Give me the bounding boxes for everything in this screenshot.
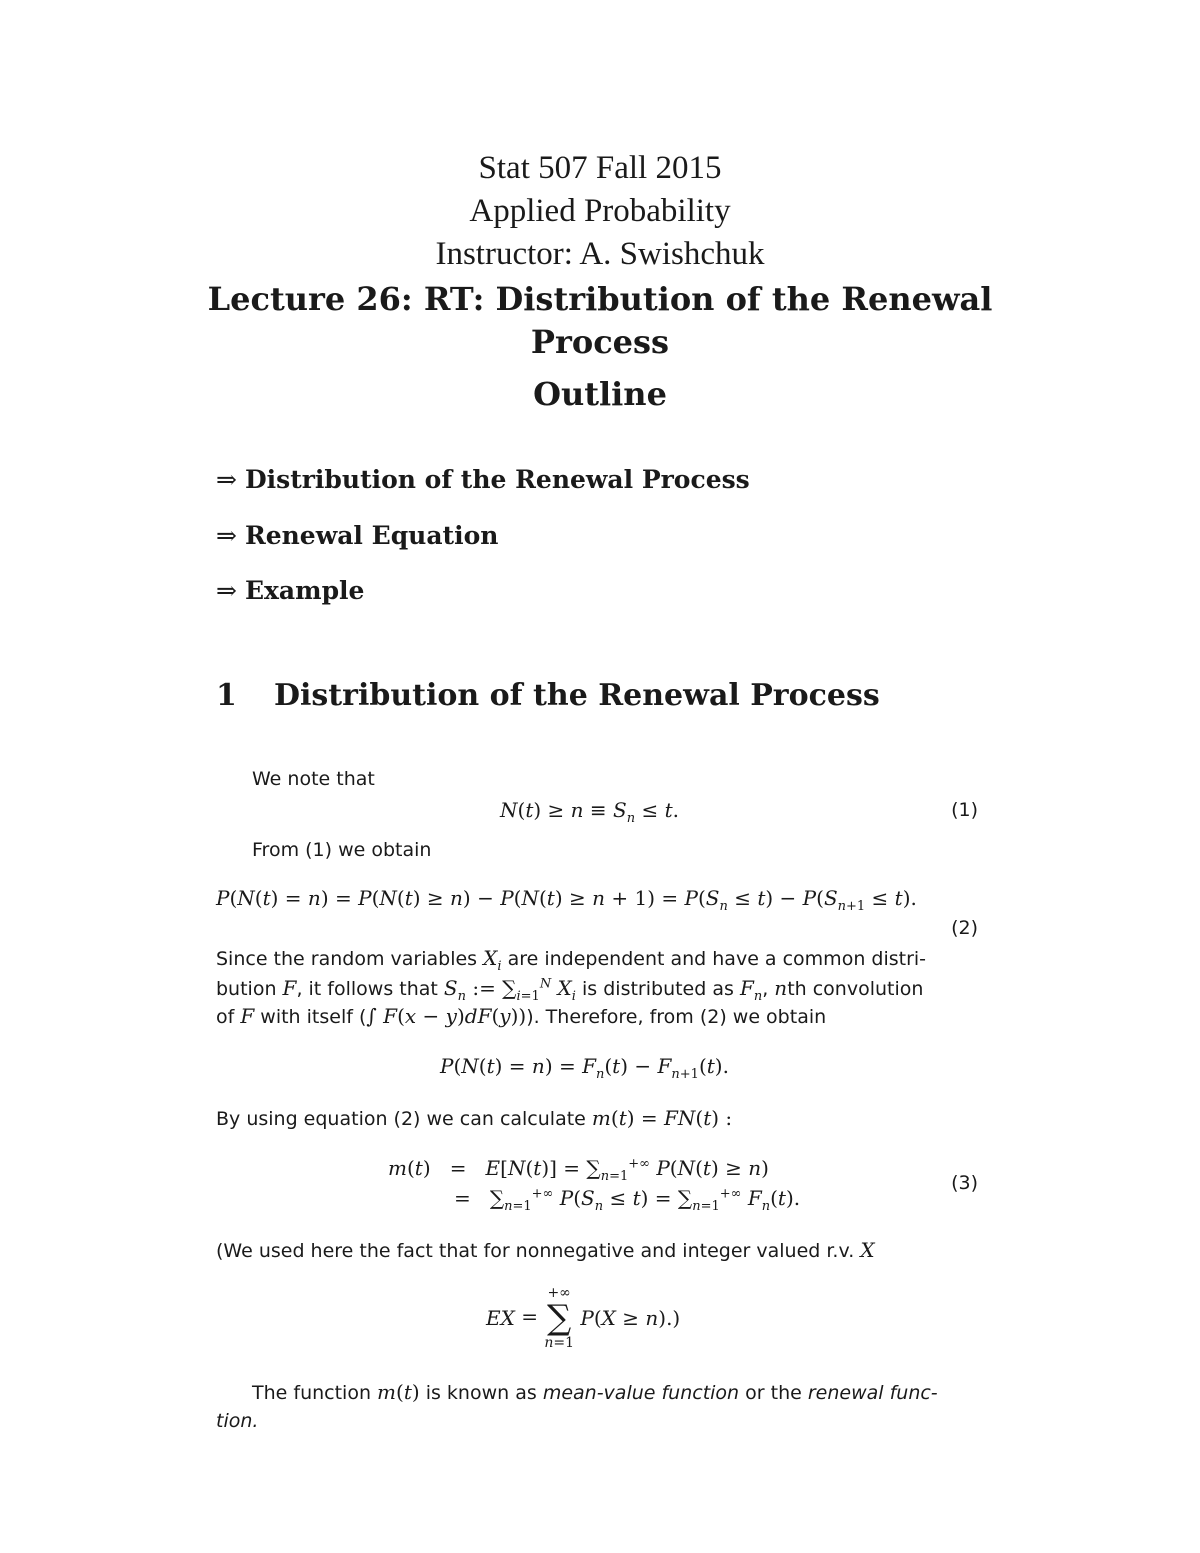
- paragraph-function-line1: The function m(t) is known as mean-value function or the renewal func-: [252, 1380, 938, 1404]
- subject-title: Applied Probability: [469, 193, 731, 229]
- paragraph-we-used: (We used here the fact that for nonnegative and integer valued r.v. X: [216, 1238, 875, 1262]
- lecture-title-line2: Process: [530, 323, 670, 361]
- equation-number-3: (3): [951, 1172, 978, 1194]
- implies-arrow-icon: ⇒: [216, 521, 237, 550]
- equation-number-1: (1): [951, 799, 978, 821]
- outline-item-example: ⇒ Example: [216, 576, 365, 605]
- course-title: Stat 507 Fall 2015: [478, 150, 722, 186]
- equation-2: $P(N(t) = n) = P(N(t) \ge n) - P(N(t) \ge n + 1) = P(S_n \le t) - P(S_{n+1} \le t)$.: [216, 886, 917, 914]
- paragraph-function-line2: tion.: [216, 1410, 259, 1432]
- section-number: 1: [216, 678, 237, 713]
- section-heading: [216, 678, 880, 713]
- outline-item-renewal-equation: ⇒ Renewal Equation: [216, 521, 499, 550]
- paragraph-from1: From (1) we obtain: [252, 839, 432, 861]
- instructor-line: Instructor: A. Swishchuk: [435, 236, 765, 272]
- paragraph-since-line3: of F with itself (∫ F(x − y)dF(y))). Therefore, from (2) we obtain: [216, 1004, 827, 1028]
- implies-arrow-icon: ⇒: [216, 576, 237, 605]
- equation-3-line1: $m(t) = E[N(t)] = \sum_{n=1}^{+\infty}$ P(N(t) ≥ n): [388, 1156, 769, 1184]
- paragraph-since-line1: Since the random variables $X_i$ are independent and have a common distri-: [216, 946, 927, 974]
- equation-number-2: (2): [951, 917, 978, 939]
- equation-distribution: $P(N(t) = n) = F_n(t) - F_{n+1}(t)$.: [440, 1054, 729, 1082]
- outline-item-distribution: ⇒ Distribution of the Renewal Process: [216, 465, 750, 494]
- paragraph-since-line2: bution F, it follows that $S_n$ := $\sum_{i=1}^N$ $X_i$ is distributed as $F_n$, nth convolution: [216, 976, 924, 1004]
- lecture-title-line1: Lecture 26: RT: Distribution of the Renewal: [207, 280, 993, 318]
- equation-1: $N(t) \ge n \equiv S_n \le t$.: [500, 798, 679, 826]
- outline-heading: Outline: [533, 375, 667, 413]
- paragraph-by-using: By using equation (2) we can calculate m(t) = FN(t) :: [216, 1106, 733, 1130]
- section-title: Distribution of the Renewal Process: [274, 678, 880, 713]
- equation-ex-sum: EX = +∞ ∑ n=1 P(X ≥ n).): [486, 1285, 681, 1351]
- paragraph-we-note: We note that: [252, 768, 375, 790]
- implies-arrow-icon: ⇒: [216, 465, 237, 494]
- equation-3-line2: = $\sum_{n=1}^{+\infty}$ $P(S_n \le t) = \sum_{n=1}^{+\infty}$ $F_n(t)$.: [454, 1186, 801, 1214]
